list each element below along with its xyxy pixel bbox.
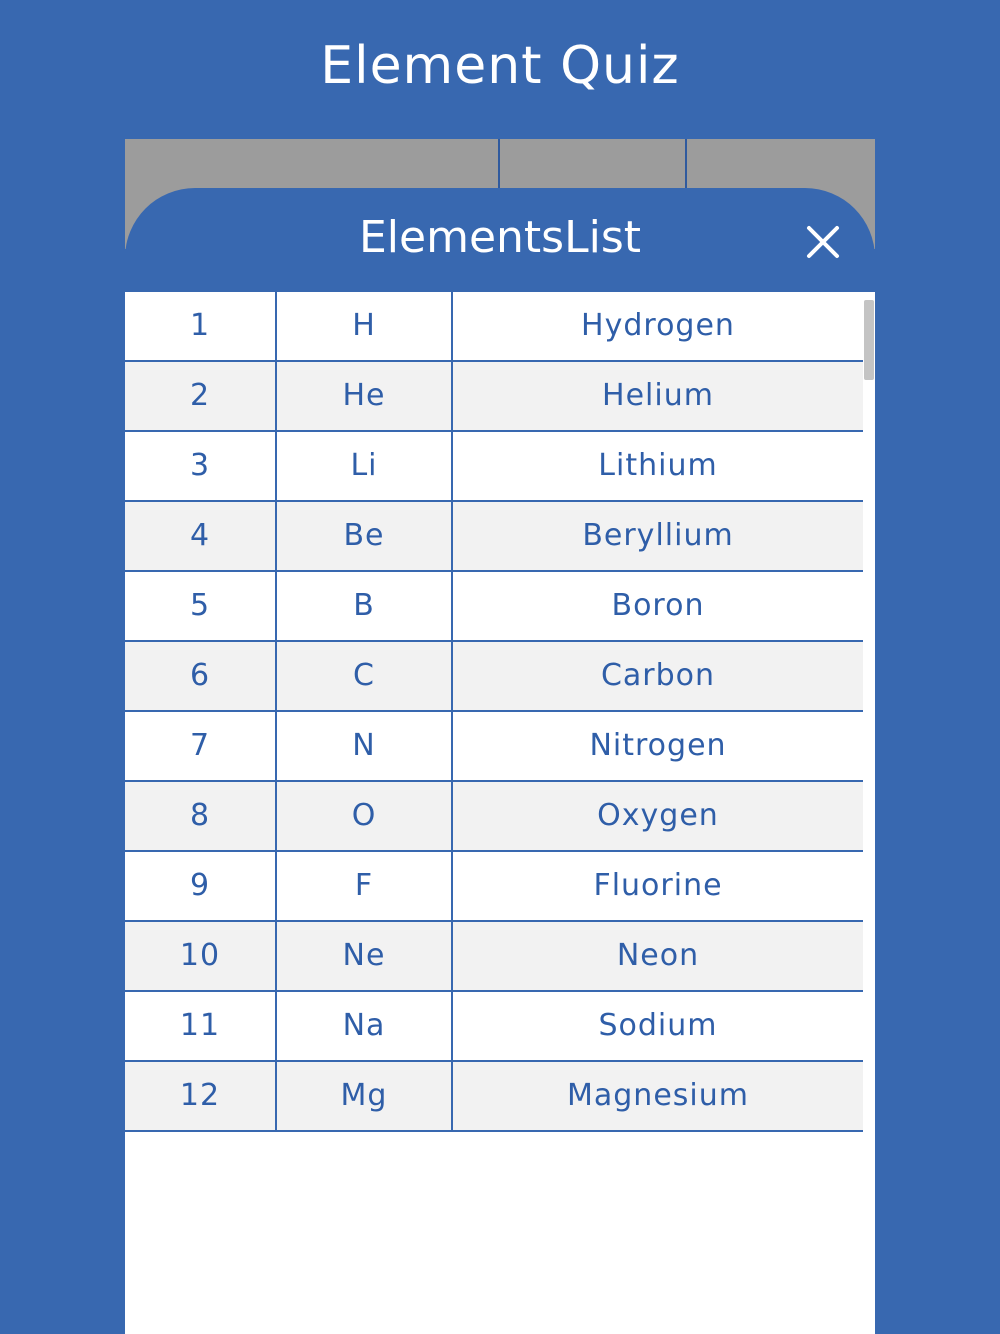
atomic-number-cell: 7 [189, 728, 211, 763]
symbol-cell: Na [275, 992, 451, 1060]
table-row[interactable] [125, 572, 863, 642]
symbol-cell: H [275, 292, 451, 360]
elements-list-body[interactable] [125, 292, 875, 1334]
symbol-cell: Mg [275, 1062, 451, 1130]
table-row[interactable] [125, 852, 863, 922]
table-row[interactable] [125, 362, 863, 432]
symbol-cell: Be [275, 502, 451, 570]
symbol-cell: B [275, 572, 451, 640]
atomic-number-cell: 5 [189, 588, 211, 623]
app-title: Element Quiz [320, 36, 680, 96]
atomic-number-cell: 10 [179, 938, 221, 973]
symbol-cell: O [275, 782, 451, 850]
symbol-cell: Li [275, 432, 451, 500]
atomic-number-cell: 8 [189, 798, 211, 833]
elements-list-modal [125, 188, 875, 1334]
table-row[interactable] [125, 712, 863, 782]
table-row[interactable] [125, 432, 863, 502]
elements-table [125, 292, 863, 1132]
symbol-cell: N [275, 712, 451, 780]
symbol-cell: He [275, 362, 451, 430]
element-name-cell: Hydrogen [451, 292, 863, 360]
element-name-cell: Boron [451, 572, 863, 640]
scrollbar-track[interactable] [863, 292, 875, 1124]
symbol-cell: F [275, 852, 451, 920]
atomic-number-cell: 2 [189, 378, 211, 413]
atomic-number-cell: 4 [189, 518, 211, 553]
table-row[interactable] [125, 1062, 863, 1132]
symbol-cell: Ne [275, 922, 451, 990]
element-name-cell: Nitrogen [451, 712, 863, 780]
element-name-cell: Fluorine [451, 852, 863, 920]
atomic-number-cell: 1 [189, 308, 211, 343]
element-name-cell: Magnesium [451, 1062, 863, 1130]
table-row[interactable] [125, 642, 863, 712]
element-name-cell: Lithium [451, 432, 863, 500]
atomic-number-cell: 6 [189, 658, 211, 693]
element-name-cell: Carbon [451, 642, 863, 710]
atomic-number-cell: 11 [179, 1008, 221, 1043]
element-name-cell: Sodium [451, 992, 863, 1060]
element-name-cell: Helium [451, 362, 863, 430]
table-row[interactable] [125, 502, 863, 572]
element-name-cell: Oxygen [451, 782, 863, 850]
table-row[interactable] [125, 292, 863, 362]
modal-title: ElementsList [358, 212, 641, 263]
atomic-number-cell: 3 [189, 448, 211, 483]
atomic-number-cell: 12 [179, 1078, 221, 1113]
scrollbar-thumb[interactable] [864, 300, 874, 380]
element-name-cell: Neon [451, 922, 863, 990]
table-row[interactable] [125, 922, 863, 992]
element-name-cell: Beryllium [451, 502, 863, 570]
close-button[interactable] [795, 214, 851, 270]
table-row[interactable] [125, 992, 863, 1062]
modal-header [125, 188, 875, 292]
atomic-number-cell: 9 [189, 868, 211, 903]
symbol-cell: C [275, 642, 451, 710]
table-row[interactable] [125, 782, 863, 852]
close-icon [795, 214, 851, 270]
